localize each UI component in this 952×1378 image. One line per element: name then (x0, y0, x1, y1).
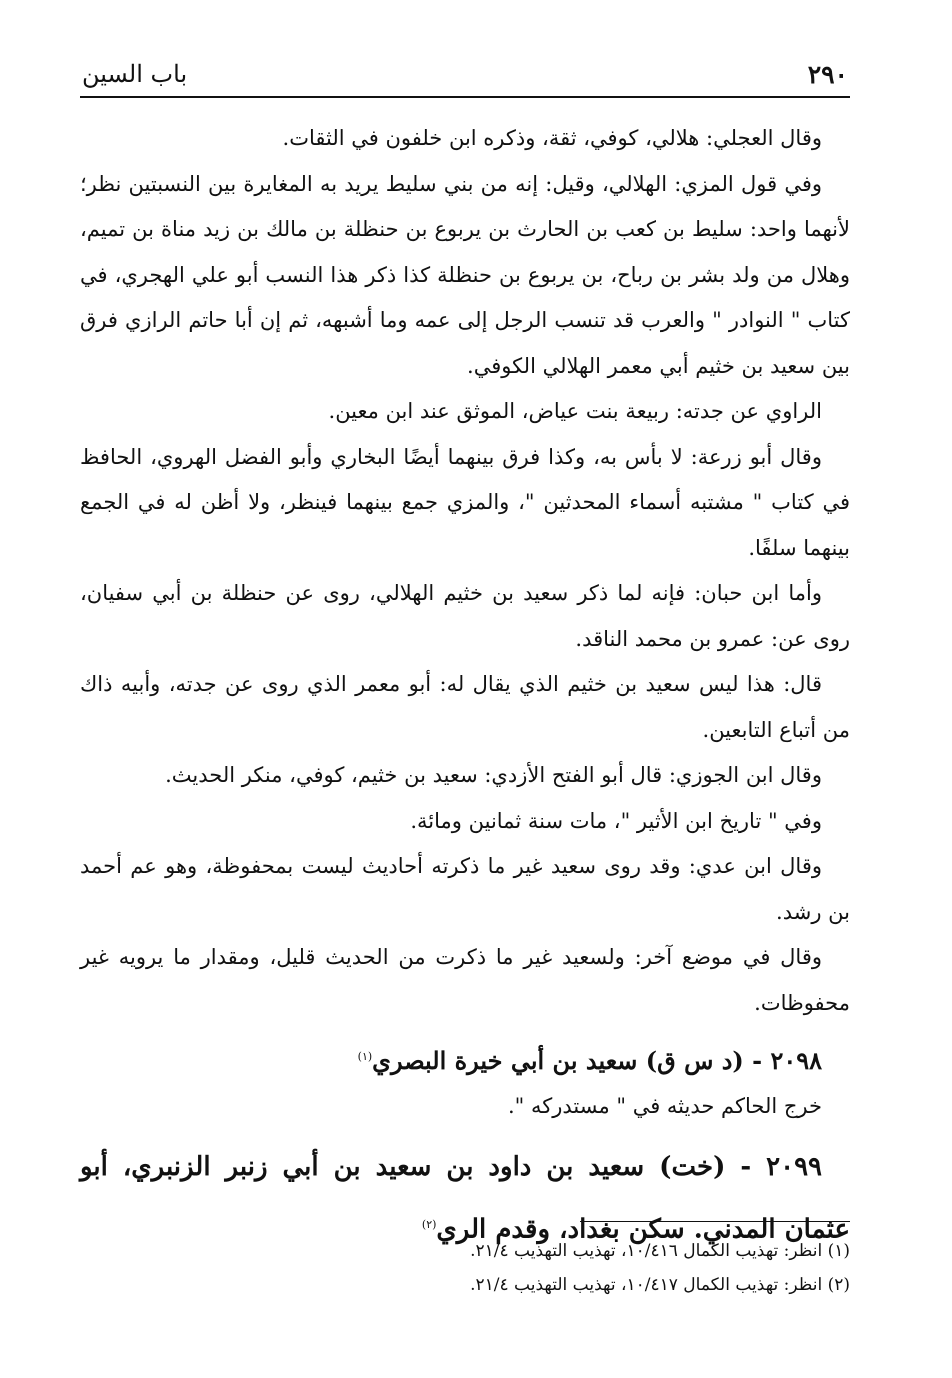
page-header (80, 54, 850, 94)
running-title: باب السين (82, 60, 188, 88)
paragraph: وقال ابن عدي: وقد روى سعيد غير ما ذكرته أحاديث ليست بمحفوظة، وهو عم أحمد بن رشد. (80, 854, 850, 924)
footnote-ref: (٢) (421, 1217, 437, 1231)
entry-title (80, 1034, 850, 1084)
book-page (80, 54, 850, 1354)
page-number: ٢٩٠ (807, 60, 848, 89)
paragraph: وأما ابن حبان: فإنه لما ذكر سعيد بن خثيم الهلالي، روى عن حنظلة بن أبي سفيان، روى عن: عمرو بن محمد الناقد. (80, 581, 850, 651)
footnotes (80, 1234, 850, 1302)
paragraph: وقال في موضع آخر: ولسعيد غير ما ذكرت من الحديث قليل، ومقدار ما يرويه غير محفوظات. (80, 945, 850, 1015)
footnote-rule (580, 1221, 850, 1222)
footnote: (٢) انظر: تهذيب الكمال ١٠/٤١٧، تهذيب التهذيب ٢١/٤. (470, 1275, 850, 1295)
paragraph: وقال أبو زرعة: لا بأس به، وكذا فرق بينهما أيضًا البخاري وأبو الفضل الهروي، الحافظ في كتاب " مشتبه أسماء المحدثين "، والمزي جمع بينهما فينظر، ولا أظن له في الجمع بينهما سلفًا. (80, 444, 850, 560)
paragraph: وفي " تاريخ ابن الأثير "، مات سنة ثمانين ومائة. (410, 808, 822, 833)
paragraph: قال: هذا ليس سعيد بن خثيم الذي يقال له: أبو معمر الذي روى عن جدته، وأبيه ذاك من أتباع التابعين. (80, 672, 850, 742)
paragraph: وفي قول المزي: الهلالي، وقيل: إنه من بني سليط يريد به المغايرة بين النسبتين نظر؛ لأنهما واحد: سليط بن كعب بن الحارث بن يربوع بن حنظلة بن مالك بن زيد مناة بن تميم، وهلال من ولد بشر بن رباح، بن يربوع بن حنظلة كذا ذكر هذا النسب أبو علي الهجري، في كتاب " النوادر " والعرب قد تنسب الرجل إلى عمه وما أشبهه، ثم إن أبا حاتم الرازي فرق بين سعيد بن خثيم أبي معمر الهلالي الكوفي. (80, 171, 850, 378)
footnote: (١) انظر: تهذيب الكمال ١٠/٤١٦، تهذيب التهذيب ٢١/٤. (470, 1241, 850, 1261)
entry-2098 (80, 1034, 850, 1130)
page-body (80, 116, 850, 1258)
footnote-ref: (١) (357, 1050, 373, 1063)
paragraph: الراوي عن جدته: ربيعة بنت عياض، الموثق عند ابن معين. (328, 399, 822, 423)
paragraph: وقال ابن الجوزي: قال أبو الفتح الأزدي: سعيد بن خثيم، كوفي، منكر الحديث. (165, 763, 822, 787)
entry-title-text: ٢٠٩٩ - (خت) سعيد بن داود بن سعيد بن أبي زنبر الزنبري، أبو عثمان المدني. سكن بغداد، وقدم الري (80, 1151, 850, 1245)
entry-text: خرج الحاكم حديثه في " مستدركه ". (507, 1094, 822, 1118)
paragraph: وقال العجلي: هلالي، كوفي، ثقة، وذكره ابن خلفون في الثقات. (282, 126, 822, 150)
entry-title-text: ٢٠٩٨ - (د س ق) سعيد بن أبي خيرة البصري (372, 1046, 822, 1075)
header-rule (80, 96, 850, 98)
